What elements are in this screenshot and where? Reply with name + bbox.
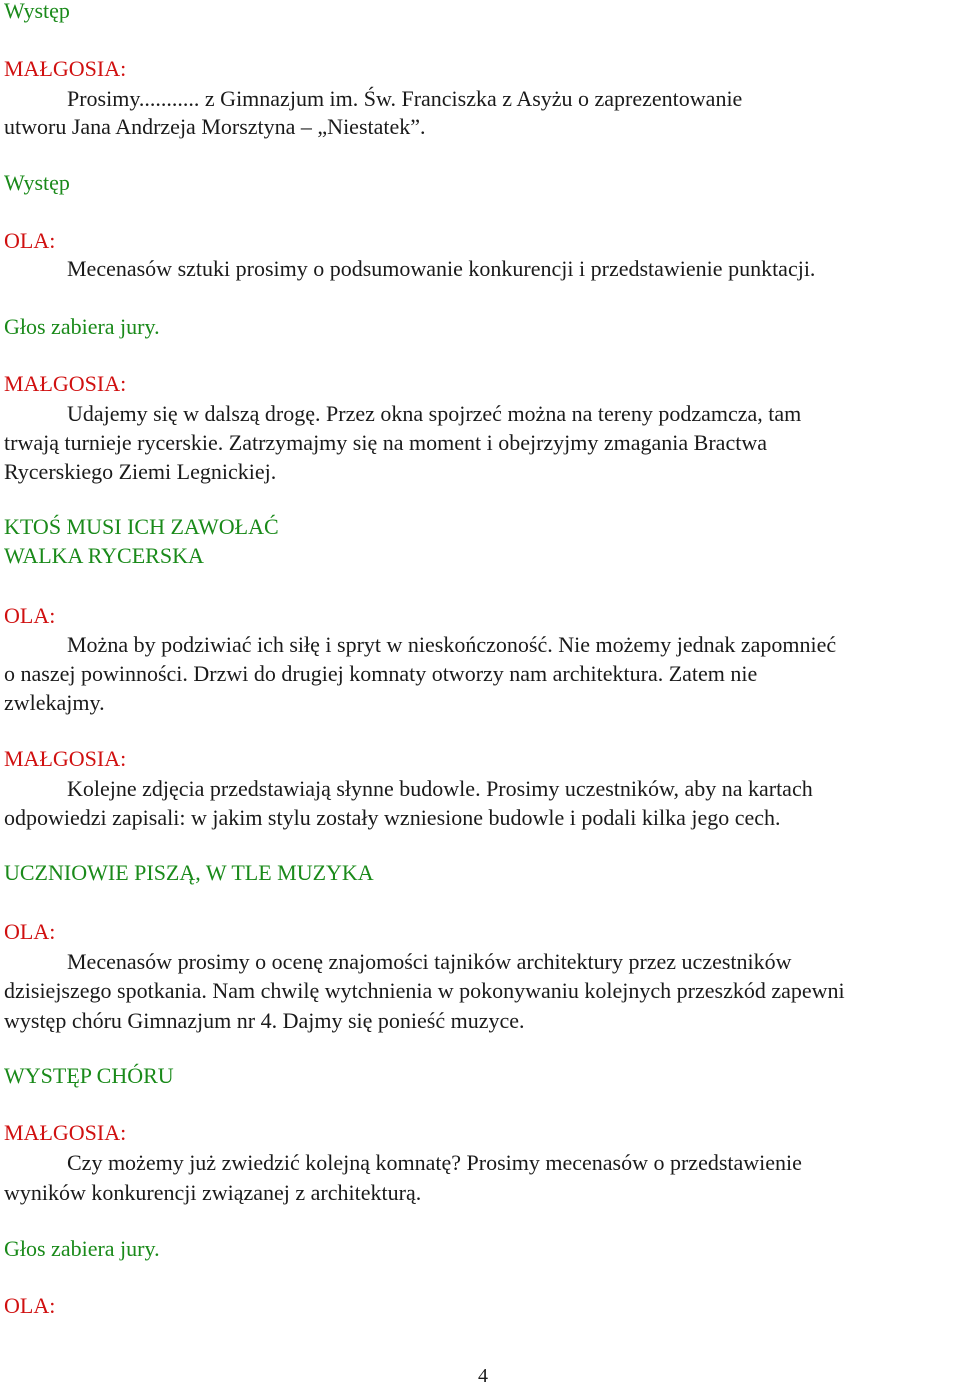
dialogue-line: Rycerskiego Ziemi Legnickiej. <box>4 459 277 484</box>
speaker-label: MAŁGOSIA: <box>4 1120 127 1145</box>
stage-direction: WALKA RYCERSKA <box>4 543 204 568</box>
stage-direction: WYSTĘP CHÓRU <box>4 1063 174 1088</box>
stage-direction: Występ <box>4 0 70 23</box>
speaker-label: OLA: <box>4 603 56 628</box>
dialogue-line: dzisiejszego spotkania. Nam chwilę wytchnienia w pokonywaniu kolejnych przeszkód zapewni <box>4 978 845 1003</box>
dialogue-line: zwlekajmy. <box>4 690 105 715</box>
speaker-label: OLA: <box>4 1293 56 1318</box>
stage-direction: KTOŚ MUSI ICH ZAWOŁAĆ <box>4 514 279 539</box>
dialogue-line: Mecenasów prosimy o ocenę znajomości tajników architektury przez uczestników <box>67 949 792 974</box>
dialogue-line: wyników konkurencji związanej z architekturą. <box>4 1180 422 1205</box>
dialogue-line: utworu Jana Andrzeja Morsztyna – „Niestatek”. <box>4 114 426 139</box>
speaker-label: OLA: <box>4 919 56 944</box>
dialogue-line: Czy możemy już zwiedzić kolejną komnatę? Prosimy mecenasów o przedstawienie <box>67 1150 802 1175</box>
speaker-label: MAŁGOSIA: <box>4 371 127 396</box>
dialogue-line: Można by podziwiać ich siłę i spryt w nieskończoność. Nie możemy jednak zapomnieć <box>67 632 837 657</box>
stage-direction: Głos zabiera jury. <box>4 1236 160 1261</box>
stage-direction: UCZNIOWIE PISZĄ, W TLE MUZYKA <box>4 860 374 885</box>
dialogue-line: występ chóru Gimnazjum nr 4. Dajmy się ponieść muzyce. <box>4 1008 525 1033</box>
dialogue-line: o naszej powinności. Drzwi do drugiej komnaty otworzy nam architektura. Zatem nie <box>4 661 758 686</box>
speaker-label: MAŁGOSIA: <box>4 56 127 81</box>
dialogue-line: Prosimy........... z Gimnazjum im. Św. Franciszka z Asyżu o zaprezentowanie <box>67 86 743 111</box>
dialogue-line: odpowiedzi zapisali: w jakim stylu zostały wzniesione budowle i podali kilka jego cech. <box>4 805 781 830</box>
dialogue-line: Mecenasów sztuki prosimy o podsumowanie konkurencji i przedstawienie punktacji. <box>67 256 816 281</box>
dialogue-line: Kolejne zdjęcia przedstawiają słynne budowle. Prosimy uczestników, aby na kartach <box>67 776 813 801</box>
stage-direction: Występ <box>4 170 70 195</box>
dialogue-line: Udajemy się w dalszą drogę. Przez okna spojrzeć można na tereny podzamcza, tam <box>67 401 802 426</box>
dialogue-line: trwają turnieje rycerskie. Zatrzymajmy się na moment i obejrzyjmy zmagania Bractwa <box>4 430 767 455</box>
speaker-label: OLA: <box>4 228 56 253</box>
stage-direction: Głos zabiera jury. <box>4 314 160 339</box>
page-number: 4 <box>478 1365 488 1387</box>
speaker-label: MAŁGOSIA: <box>4 746 127 771</box>
